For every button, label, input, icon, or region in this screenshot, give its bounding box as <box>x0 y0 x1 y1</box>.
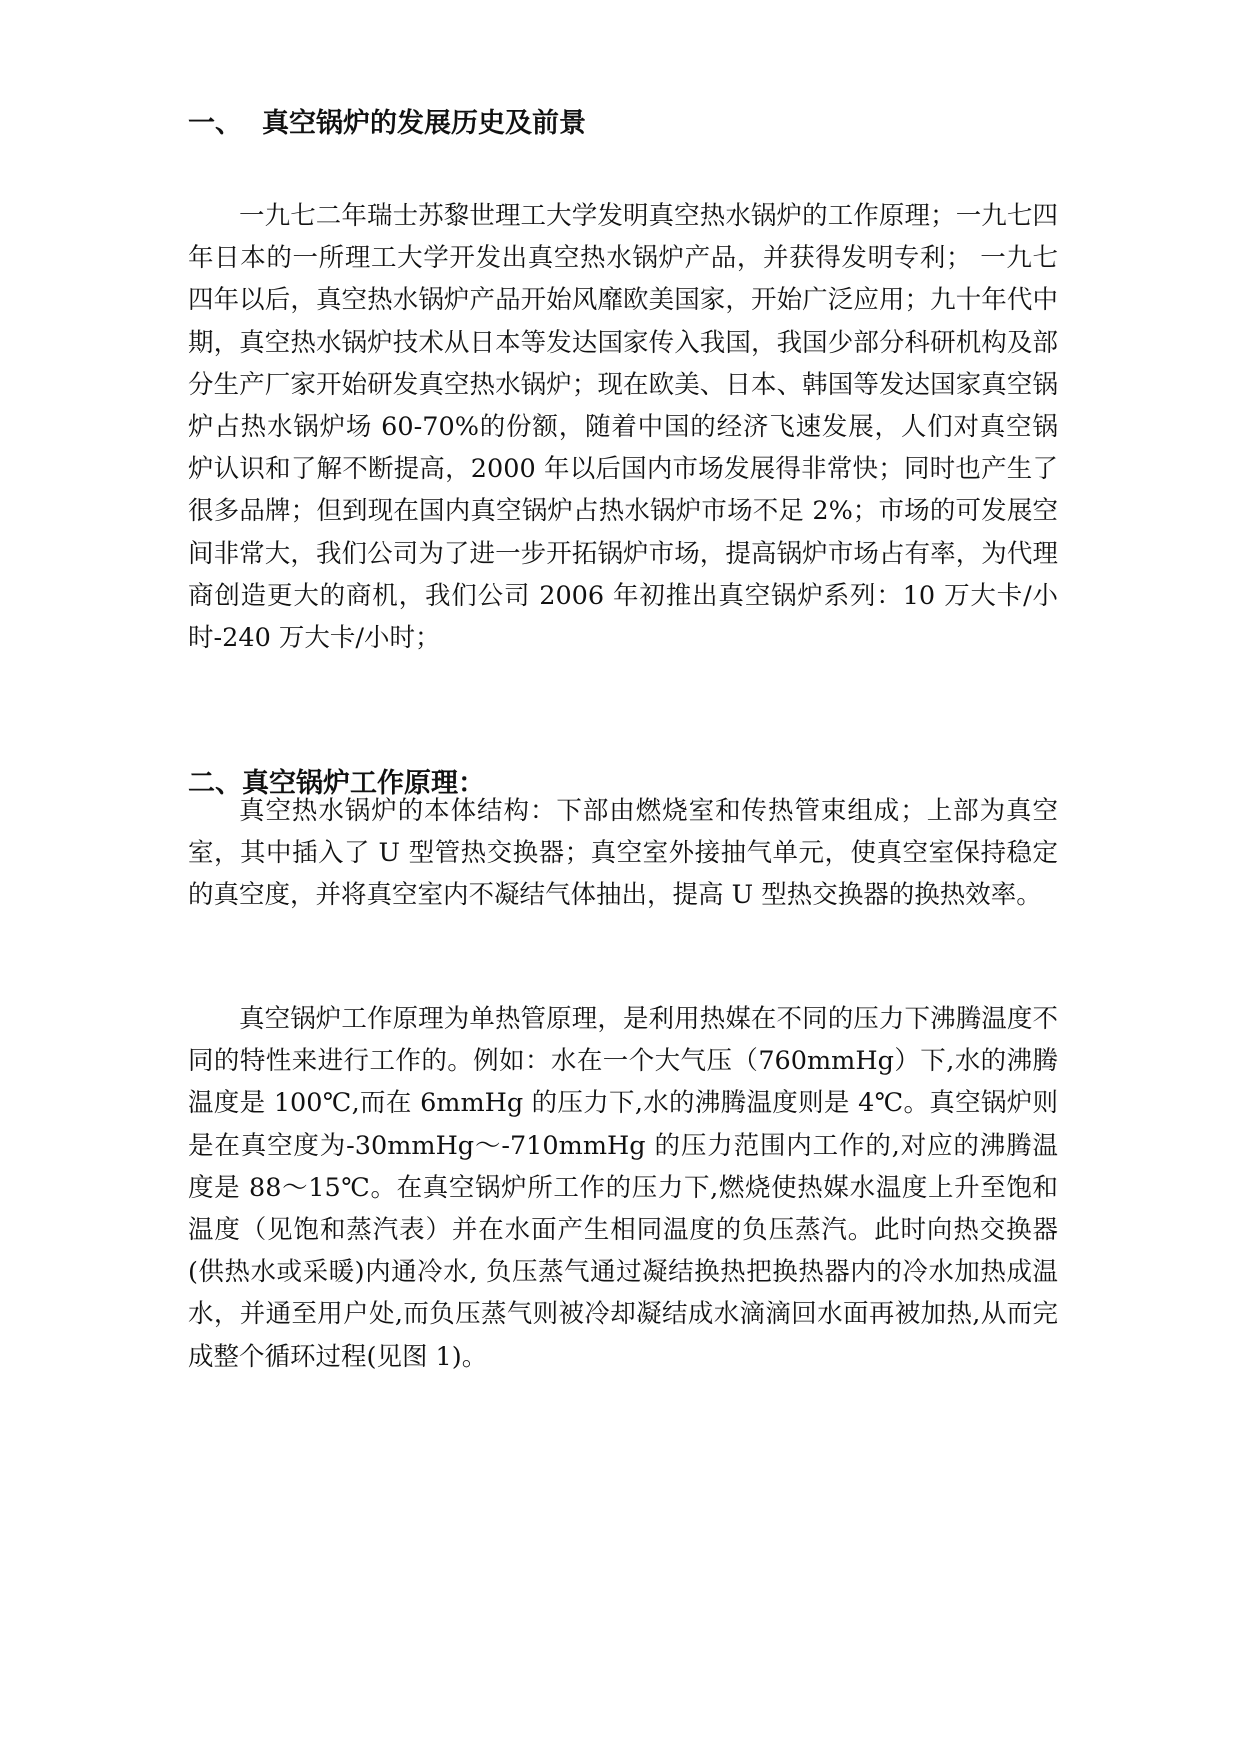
section-2-paragraph-2: 真空锅炉工作原理为单热管原理，是利用热媒在不同的压力下沸腾温度不同的特性来进行工作的。例如：水在一个大气压（760mmHg）下,水的沸腾温度是 100℃,而在 6mmHg 的压力下,水的沸腾温度则是 4℃。真空锅炉则是在真空度为-30mmHg～-710mmHg 的压力范围内工作的,对应的沸腾温度是 88～15℃。在真空锅炉所工作的压力下,燃烧使热媒水温度上升至饱和温度（见饱和蒸汽表）并在水面产生相同温度的负压蒸汽。此时向热交换器(供热水或采暖)内通冷水, 负压蒸气通过凝结换热把换热器内的冷水加热成温水，并通至用户处,而负压蒸气则被冷却凝结成水滴滴回水面再被加热,从而完成整个循环过程(见图 1)。 <box>188 1004 1058 1372</box>
section-1-number: 一、 <box>188 108 242 139</box>
section-1-heading <box>188 104 586 144</box>
section-1-title: 真空锅炉的发展历史及前景 <box>262 108 586 139</box>
section-2-paragraph-1: 真空热水锅炉的本体结构：下部由燃烧室和传热管束组成；上部为真空室，其中插入了 U 型管热交换器；真空室外接抽气单元，使真空室保持稳定的真空度，并将真空室内不凝结气体抽出，提高 U 型热交换器的换热效率。 <box>188 796 1058 911</box>
section-1-paragraph: 一九七二年瑞士苏黎世理工大学发明真空热水锅炉的工作原理；一九七四年日本的一所理工大学开发出真空热水锅炉产品，并获得发明专利； 一九七四年以后，真空热水锅炉产品开始风靡欧美国家，开始广泛应用；九十年代中期，真空热水锅炉技术从日本等发达国家传入我国，我国少部分科研机构及部分生产厂家开始研发真空热水锅炉；现在欧美、日本、韩国等发达国家真空锅炉占热水锅炉场 60-70%的份额，随着中国的经济飞速发展，人们对真空锅炉认识和了解不断提高，2000 年以后国内市场发展得非常快；同时也产生了很多品牌；但到现在国内真空锅炉占热水锅炉市场不足 2%；市场的可发展空间非常大，我们公司为了进一步开拓锅炉市场，提高锅炉市场占有率，为代理商创造更大的商机，我们公司 2006 年初推出真空锅炉系列：10 万大卡/小时-240 万大卡/小时； <box>188 201 1058 654</box>
section-2-heading: 二、真空锅炉工作原理： <box>188 768 485 799</box>
